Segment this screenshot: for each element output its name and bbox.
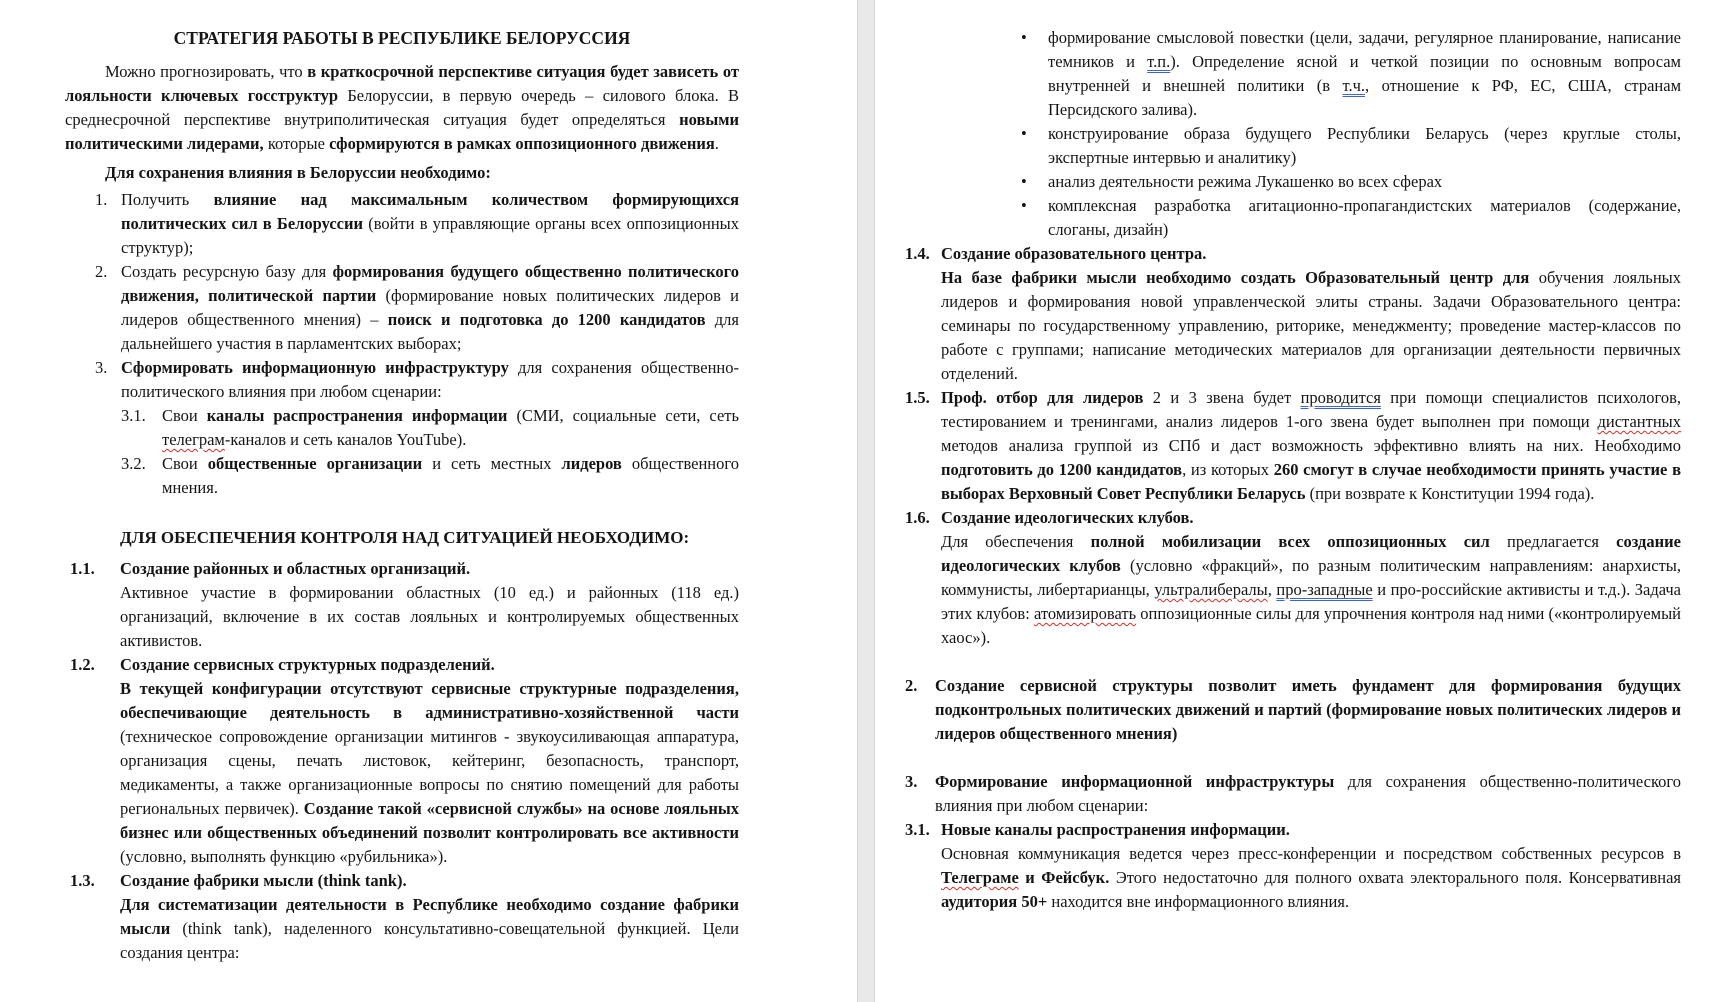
list-number-marker: 1.2. — [70, 655, 95, 674]
list-number-marker: 1.5. — [905, 388, 930, 407]
list-item-body: Для обеспечения полной мобилизации всех оппозиционных сил предлагается создание идеологических клубов (условно «фракций», по разным политическим направлениям: анархисты, коммунисты, либертарианцы, ультралибералы, про-западные и про-российские активисты и т.д.). Задача этих клубов: атомизировать оппозиционные силы для упрочнения контроля над ними («контролируемый хаос»). — [941, 532, 1682, 647]
document-page-left — [0, 0, 857, 1002]
numbered-item: 1.1. Создание районных и областных организаций. — [65, 557, 739, 581]
sublist-item: 3.2. Свои общественные организации и сеть местных лидеров общественного мнения. — [121, 454, 739, 497]
bullet-marker-icon: • — [1021, 196, 1027, 215]
bullet-item: • анализ деятельности режима Лукашенко во всех сферах — [905, 170, 1681, 194]
spellcheck-flagged-word: дистантных — [1597, 412, 1681, 431]
list-number-marker: 3.1. — [905, 820, 930, 839]
bullet-item: • конструирование образа будущего Республики Беларусь (через круглые столы, экспертные интервью и аналитику) — [1021, 124, 1681, 167]
paragraph: Можно прогнозировать, что в краткосрочной перспективе ситуация будет зависеть от лояльности ключевых госструктур Белоруссии, в первую очередь – силового блока. В среднесрочной перспективе внутриполитическая ситуация будет определяться новыми политическими лидерами, которые сформируются в рамках оппозиционного движения. — [65, 62, 740, 153]
list-item: 1. Получить влияние над максимальным количеством формирующихся политических сил в Белоруссии (войти в управляющие органы всех оппозиционных структур); — [95, 190, 740, 257]
list-item: 3. Сформировать информационную инфраструктуру для сохранения общественно-политического влияния при любом сценарии: — [95, 358, 739, 401]
lead-heading: Для сохранения влияния в Белоруссии необходимо: — [105, 163, 491, 182]
bullet-marker-icon: • — [1021, 124, 1027, 143]
bullet-item: • формирование смысловой повестки (цели, задачи, регулярное планирование, написание темников и т.п.). Определение ясной и четкой позиции по основным вопросам внутренней и внешней политики (в т.ч., отношение к РФ, ЕС, США, странам Персидского залива). — [1021, 28, 1682, 119]
numbered-item: 1.5. Проф. отбор для лидеров 2 и 3 звена будет проводится при помощи специалистов психологов, тестированием и тренингами, анализ лидеров 1-ого звена будет выполнен при помощи дистантных методов анализа группой из СПб и даст возможность эффективно влиять на них. Необходимо подготовить до 1200 кандидатов, из которых 260 смогут в случае необходимости принять участие в выборах Верховный Совет Республики Беларусь (при возврате к Конституции 1994 года). — [905, 388, 1681, 503]
spellcheck-flagged-word: Телеграме — [941, 868, 1019, 887]
grammar-flagged-word: т.ч. — [1342, 76, 1365, 95]
list-item-body: Основная коммуникация ведется через пресс-конференции и посредством собственных ресурсов в Телеграме и Фейсбук. Этого недостаточно для полного охвата электорального поля. Консервативная аудитория 50+ находится вне информационного влияния. — [941, 844, 1681, 911]
list-item: 3. Формирование информационной инфраструктуры для сохранения общественно-политического влияния при любом сценарии: — [905, 772, 1681, 815]
list-number-marker: 3. — [95, 358, 108, 377]
grammar-flagged-word: т.п. — [1147, 52, 1171, 71]
list-number-marker: 2. — [95, 262, 108, 281]
grammar-flagged-word: проводится — [1300, 388, 1381, 407]
sublist-item: 3.1. Свои каналы распространения информации (СМИ, социальные сети, сеть телеграм-каналов и сеть каналов YouTube). — [121, 406, 740, 449]
list-item-body: В текущей конфигурации отсутствуют сервисные структурные подразделения, обеспечивающие деятельность в административно-хозяйственной части (техническое сопровождение организации митингов - звукоусиливающая аппаратура, организация сцены, печать листовок, кейтеринг, безопасность, транспорт, медикаменты, а также организационные вопросы по снятию помещений для работы региональных первичек). Создание такой «сервисной службы» на основе лояльных бизнес или общественных объединений позволит контролировать все активности (условно, выполнять функцию «рубильника»). — [120, 679, 739, 866]
list-number-marker: 1.1. — [70, 559, 95, 578]
grammar-flagged-word: про-западные — [1276, 580, 1373, 599]
list-number-marker: 3. — [905, 772, 918, 791]
list-number-marker: 3.1. — [121, 406, 146, 425]
list-item-body: Для систематизации деятельности в Республике необходимо создание фабрики мысли (think tank), наделенного консультативно-совещательной функцией. Цели создания центра: — [120, 895, 739, 962]
list-item-body: На базе фабрики мысли необходимо создать Образовательный центр для обучения лояльных лидеров и формирования новой управленческой элиты страны. Задачи Образовательного центра: семинары по государственному управлению, риторике, менеджменту; проведение мастер-классов по работе с группами; написание методических материалов для организации деятельности первичных отделений. — [941, 268, 1681, 383]
page-gap-divider — [857, 0, 875, 1002]
list-item: 2. Создание сервисной структуры позволит иметь фундамент для формирования будущих подконтрольных политических движений и партий (формирование новых политических лидеров и лидеров общественного мнения) — [905, 676, 1681, 743]
list-number-marker: 2. — [905, 676, 918, 695]
list-number-marker: 1.4. — [905, 244, 930, 263]
section-heading: ДЛЯ ОБЕСПЕЧЕНИЯ КОНТРОЛЯ НАД СИТУАЦИЕЙ НЕОБХОДИМО: — [120, 528, 690, 547]
numbered-item: 1.6. Создание идеологических клубов. — [905, 506, 1681, 530]
bullet-marker-icon: • — [1021, 172, 1027, 191]
list-number-marker: 1.3. — [70, 871, 95, 890]
numbered-item: 3.1. Новые каналы распространения информации. — [905, 818, 1681, 842]
list-number-marker: 3.2. — [121, 454, 146, 473]
numbered-item: 1.4. Создание образовательного центра. — [905, 242, 1681, 266]
list-number-marker: 1.6. — [905, 508, 930, 527]
bullet-item: • комплексная разработка агитационно-пропагандистских материалов (содержание, слоганы, дизайн) — [1021, 196, 1681, 239]
numbered-item: 1.2. Создание сервисных структурных подразделений. — [65, 653, 739, 677]
spellcheck-flagged-word: телеграм — [162, 430, 225, 449]
list-item-body: Активное участие в формировании областных (10 ед.) и районных (118 ед.) организаций, включение в их состав лояльных и контролируемых общественных активистов. — [120, 583, 739, 650]
spellcheck-flagged-word: ультралибералы — [1154, 580, 1268, 599]
page-title: СТРАТЕГИЯ РАБОТЫ В РЕСПУБЛИКЕ БЕЛОРУССИЯ — [173, 28, 631, 48]
document-page-right — [875, 0, 1732, 1002]
bullet-marker-icon: • — [1021, 28, 1027, 47]
numbered-item: 1.3. Создание фабрики мысли (think tank). — [65, 869, 739, 893]
list-item: 2. Создать ресурсную базу для формирования будущего общественно политического движения, политической партии (формирование новых политических лидеров и лидеров общественного мнения) – поиск и подготовка до 1200 кандидатов для дальнейшего участия в парламентских выборах; — [95, 262, 739, 353]
list-number-marker: 1. — [95, 190, 108, 209]
spellcheck-flagged-word: атомизировать — [1033, 604, 1137, 623]
